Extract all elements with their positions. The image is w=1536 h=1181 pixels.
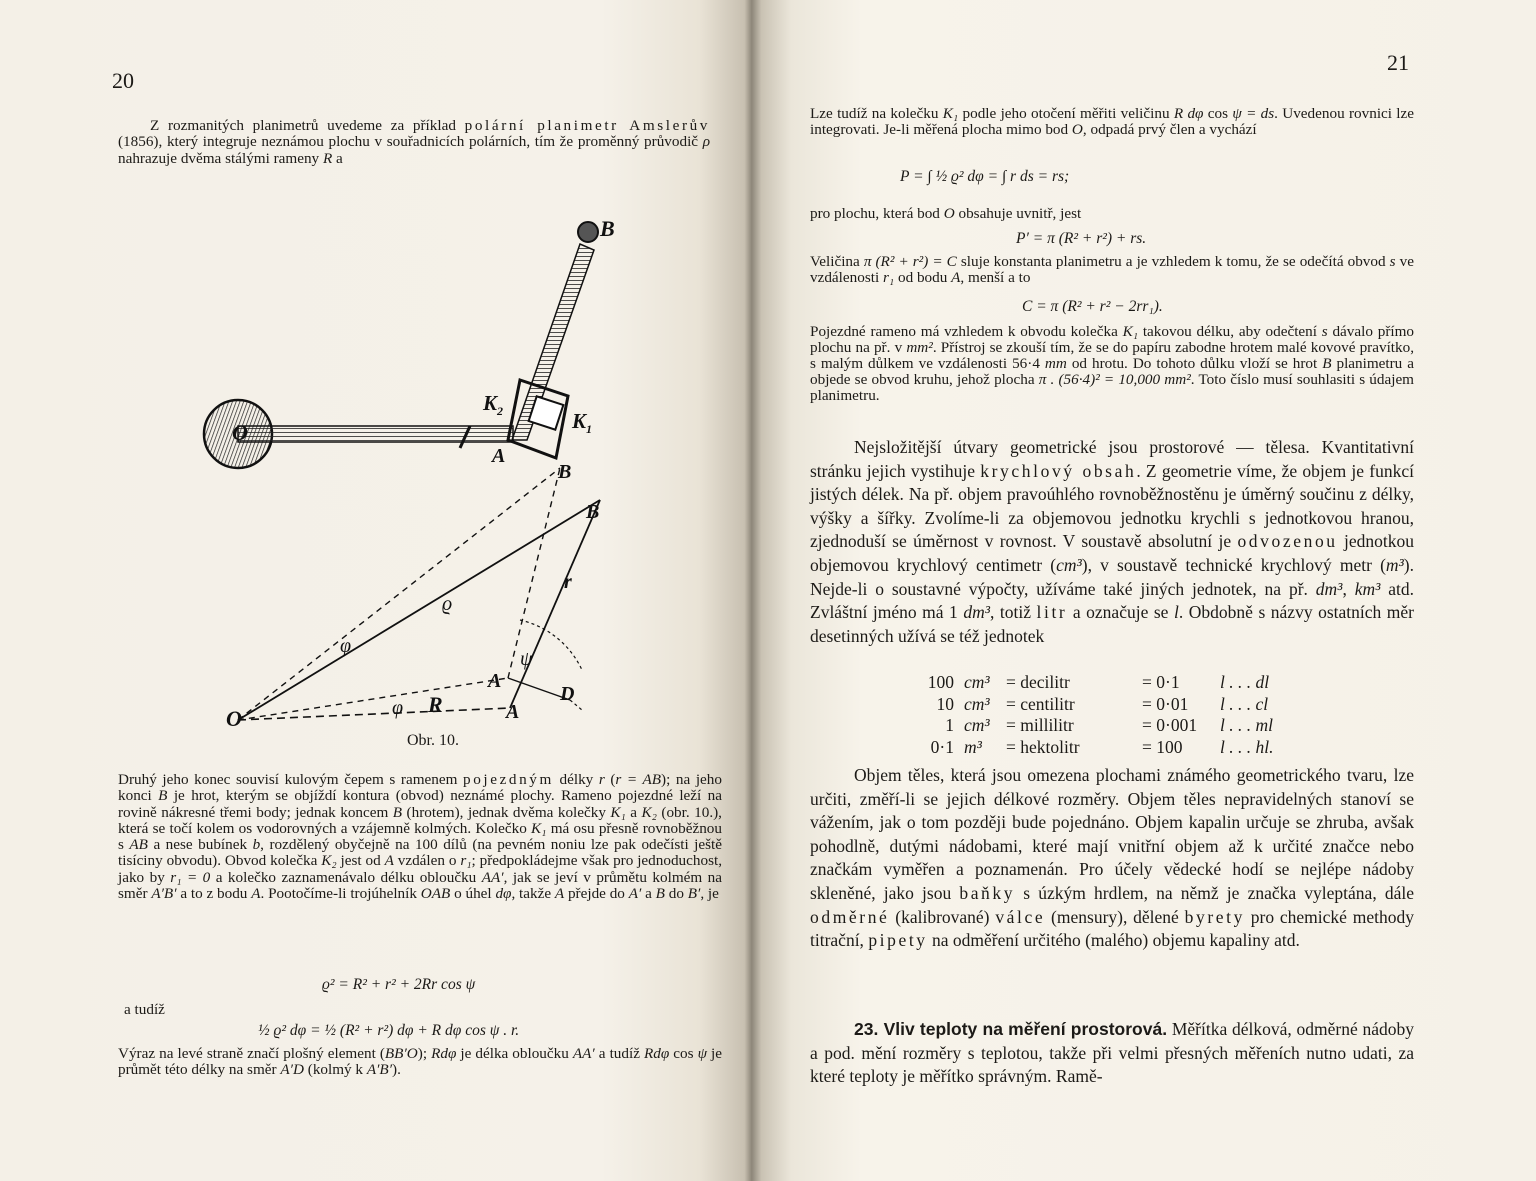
paragraph-pojezdne: Pojezdné rameno má vzhledem k obvodu kolečka K₁ takovou délku, aby odečtení s dávalo přímo plochu na př. v mm². Přístroj se zkouší tím, že se do papíru zabodne hrotem malé kovové pravítko, s malým důlkem ve vzdálenosti 56·4 mm od hrotu. Do tohoto důlku vloží se hrot B planimetru a objede se obvod kruhu, jehož plocha π . (56·4)² = 10,000 mm². Toto číslo musí souhlasiti s údajem planimetru. [810, 323, 1414, 404]
paragraph-plocha: pro plochu, která bod O obsahuje uvnitř, jest [810, 205, 1082, 222]
label-phi-lower: φ [392, 697, 404, 719]
units-row: 1 cm³ = millilitr = 0·001 l . . . ml [945, 715, 1273, 735]
units-row: 100 cm³ = decilitr = 0·1 l . . . dl [927, 672, 1270, 692]
section-23: 23. Vliv teploty na měření prostorová. Měřítka délková, odměrné nádoby a pod. mění rozměry s teplotou, takže při velmi přesných měřeních nutno udati, za které teploty je měřítko správným. Ramě- [810, 1019, 1414, 1087]
units-table [900, 672, 1273, 758]
a-tudiz-label: a tudíž [124, 1001, 165, 1018]
label-rho: ϱ [442, 593, 453, 615]
figure-caption: Obr. 10. [407, 732, 459, 749]
label-A-prime: A [488, 670, 502, 692]
label-B-prime: B [558, 461, 572, 483]
paragraph-integration: Lze tudíž na kolečku K₁ podle jeho otočení měřiti veličinu R dφ cos ψ = ds. Uvedenou rovnici lze integrovati. Je-li měřená plocha mimo bod O, odpadá prvý člen a vychází [810, 105, 1415, 138]
page-number-right: 21 [1387, 50, 1409, 75]
label-O-lower: O [226, 706, 242, 731]
equation-rho: ϱ² = R² + r² + 2Rr cos ψ [322, 976, 476, 993]
equation-P-prime: P′ = π (R² + r²) + rs. [1016, 230, 1147, 247]
label-A-lower: A [506, 701, 520, 723]
line-AB [510, 500, 600, 708]
label-D: D [560, 683, 575, 705]
label-B-lower: B [586, 501, 600, 523]
equation-P: P = ∫ ½ ϱ² dφ = ∫ r ds = rs; [900, 168, 1070, 185]
page-number-left: 20 [112, 68, 134, 93]
paragraph-telesa: Nejsložitější útvary geometrické jsou prostorové — tělesa. Kvantitativní stránku jejich vystihuje krychlový obsah. Z geometrie víme, že objem je funkcí jistých délek. Na př. objem pravoúhlého rovnoběžnostěnu je úměrný součinu z délky, výšky a šířky. Zvolíme-li za objemovou jednotku krychli s jednotkovou hranou, zjednoduší se úměrnost v rovnost. V soustavě absolutní je odvozenou jednotkou objemovou krychlový centimetr (cm³), v soustavě technické krychlový metr (m³). Nejde-li o soustavné výpočty, užíváme také jiných jednotek, na př. dm³, km³ atd. Zvláštní jméno má 1 dm³, totiž litr a označuje se l. Obdobně s názvy ostatních měr desetinných užívá se též jednotek [810, 437, 1415, 646]
right-page [752, 0, 1536, 1181]
units-row: 10 cm³ = centilitr = 0·01 l . . . cl [936, 693, 1269, 714]
label-B: B [600, 216, 615, 241]
figure-10 [190, 200, 630, 740]
line-OB [238, 500, 600, 720]
label-O: O [232, 420, 248, 445]
units-row: 0·1 m³ = hektolitr = 100 l . . . hl. [930, 736, 1274, 757]
equation-C: C = π (R² + r² − 2rr₁). [1022, 298, 1163, 315]
intro-paragraph: Z rozmanitých planimetrů uvedeme za příklad polární planimetr Amslerův (1856), který integruje neznámou plochu v souřadnicích polárních, tím že proměnný průvodič ρ nahrazuje dvěma stálými rameny R a [118, 117, 710, 167]
label-r: r [564, 571, 572, 593]
polar-arm [238, 426, 513, 442]
label-K1: $K_1$ [572, 409, 593, 436]
label-K2: $K_2$ [483, 391, 504, 418]
left-page [0, 0, 752, 1181]
label-R: R [428, 692, 443, 717]
paragraph-objem: Objem těles, která jsou omezena plochami známého geometrického tvaru, lze určiti, změří-li se jejich délkové rozměry. Objem těles nepravidelných stanoví se vážením, jak o tom později bude pojednáno. Objem kapalin určuje se zhruba, avšak pohodlně, dutými nádobami, které mají vnitřní objem až k určité značce nebo značkám vyměřen a poznamenán. Pro účely vědecké hodí se nejlépe nádoby skleněné, jako jsou baňky s úzkým hrdlem, na němž je značka vyleptána, dále odměrné (kalibrované) válce (mensury), dělené byrety pro chemické methody titrační, pipety na odměření určitého (malého) objemu kapaliny atd. [810, 765, 1414, 951]
label-A: A [492, 445, 506, 467]
label-psi: ψ [520, 648, 533, 670]
section-heading: 23. Vliv teploty na měření prostorová. [854, 1019, 1168, 1039]
paragraph-velicina: Veličina π (R² + r²) = C sluje konstanta planimetru a je vzhledem k tomu, že se odečítá obvod s ve vzdálenosti r₁ od bodu A, menší a to [810, 253, 1414, 286]
body-paragraph: Druhý jeho konec souvisí kulovým čepem s ramenem pojezdným délky r (r = AB); na jeho konci B je hrot, kterým se objíždí kontura (obvod) neznámé plochy. Rameno pojezdné leží na rovině nákresné třemi body; jednak koncem B (hrotem), jednak dvěma kolečky K₁ a K₂ (obr. 10.), která se točí kolem os vodorovných a vzájemně kolmých. Kolečko K₁ má osu přesně rovnoběžnou s AB a nese bubínek b, rozdělený obyčejně na 100 dílů (na pevném noniu lze pak odečísti ještě tisíciny obvodu). Obvod kolečka K₂ jest od A vzdálen o r₁; předpokládejme však pro jednoduchost, jako by r₁ = 0 a kolečko zaznamenávalo délku obloučku AA′, jak se jeví v průmětu kolmém na směr A′B′ a to z bodu A. Pootočíme-li trojúhelník OAB o úhel dφ, takže A přejde do A′ a B do B′, je [118, 771, 723, 903]
equation-area-element: ½ ϱ² dφ = ½ (R² + r²) dφ + R dφ cos ψ . r. [258, 1022, 520, 1039]
closing-paragraph: Výraz na levé straně značí plošný element (BB′O); Rdφ je délka obloučku AA′ a tudíž Rdφ cos ψ je průmět této délky na směr A′D (kolmý k A′B′). [118, 1045, 723, 1079]
label-phi: φ [340, 635, 352, 657]
